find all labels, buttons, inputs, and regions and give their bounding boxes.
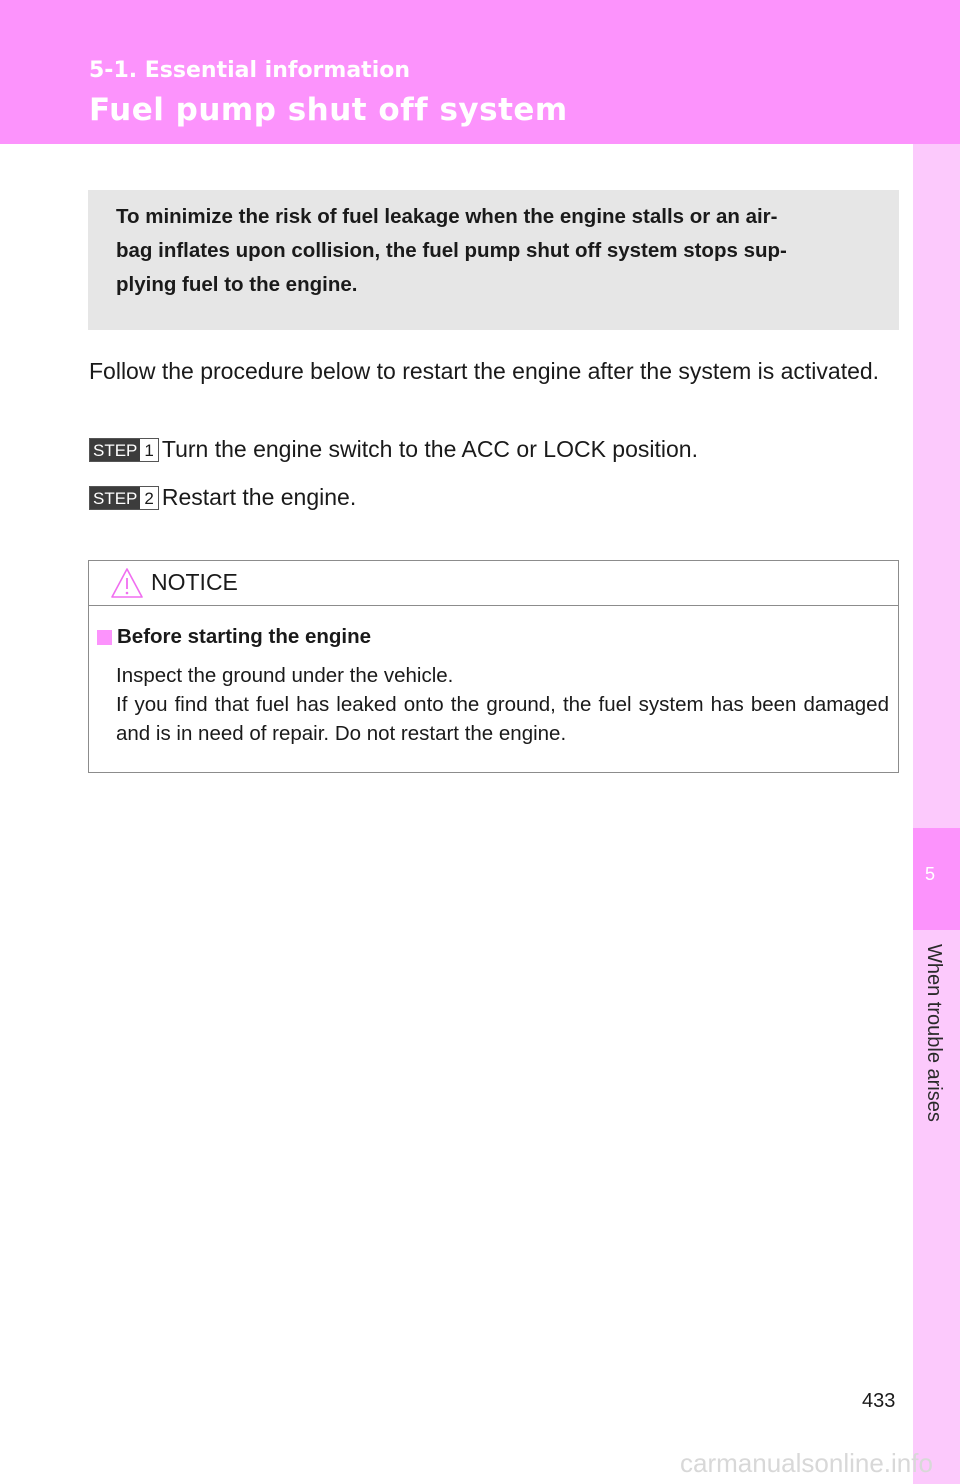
page-title: Fuel pump shut off system xyxy=(89,92,568,128)
summary-line: bag inflates upon collision, the fuel pump shut off system stops sup- xyxy=(116,239,787,262)
notice-body xyxy=(116,661,889,748)
step-badge-number: 2 xyxy=(140,487,157,509)
step-badge-word: STEP xyxy=(90,439,140,461)
step-text: Turn the engine switch to the ACC or LOCK position. xyxy=(161,436,698,462)
step-badge xyxy=(89,438,159,462)
notice-divider xyxy=(89,605,898,606)
summary-line: To minimize the risk of fuel leakage when the engine stalls or an air- xyxy=(116,205,778,228)
summary-line: plying fuel to the engine. xyxy=(116,273,358,296)
chapter-name: When trouble arises xyxy=(923,944,945,1122)
notice-body-line: If you find that fuel has leaked onto the ground, the fuel system has been damaged and is in need of repair. Do not restart the engine. xyxy=(116,693,889,745)
step-text: Restart the engine. xyxy=(161,484,357,510)
watermark: carmanualsonline.info xyxy=(680,1448,933,1478)
square-bullet-icon xyxy=(97,630,112,645)
side-strip xyxy=(913,144,960,1484)
step-badge-number: 1 xyxy=(140,439,157,461)
step-1 xyxy=(89,436,698,463)
chapter-number: 5 xyxy=(924,864,935,884)
notice-heading xyxy=(97,625,371,649)
notice-title: NOTICE xyxy=(151,569,238,595)
step-badge xyxy=(89,486,159,510)
step-2 xyxy=(89,484,356,511)
page-header xyxy=(0,0,960,144)
step-badge-word: STEP xyxy=(90,487,140,509)
intro-paragraph: Follow the procedure below to restart the engine after the system is activated. xyxy=(89,358,880,384)
summary-text xyxy=(116,200,876,302)
warning-triangle-icon xyxy=(110,567,144,599)
notice-heading-text: Before starting the engine xyxy=(117,625,372,648)
section-label: 5-1. Essential information xyxy=(89,58,411,83)
notice-box xyxy=(88,560,899,773)
page-number: 433 xyxy=(862,1390,896,1412)
notice-body-line: Inspect the ground under the vehicle. xyxy=(116,664,454,687)
